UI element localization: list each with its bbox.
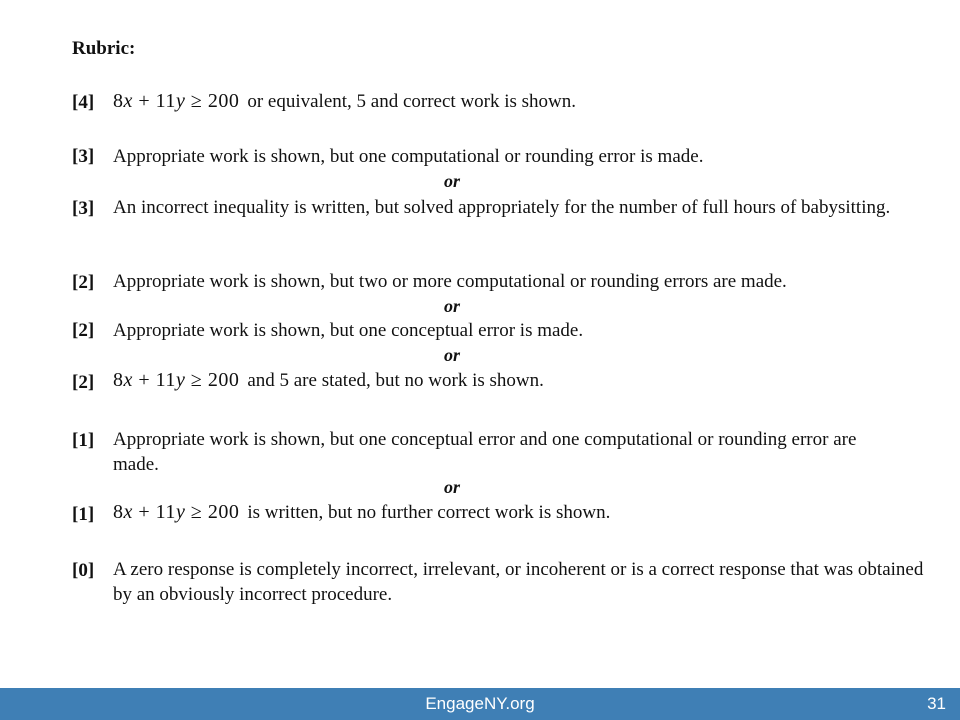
score-label: [4] xyxy=(72,92,95,113)
inequality xyxy=(113,501,239,523)
rubric-title: Rubric: xyxy=(72,38,136,59)
or-separator: or xyxy=(444,345,461,365)
inequality-coef-b: 11 xyxy=(155,369,176,391)
inequality-plus: + xyxy=(132,369,156,391)
entry-text: Appropriate work is shown, but one conceptual error is made. xyxy=(113,320,584,341)
inequality-coef-a: 8 xyxy=(113,501,124,523)
inequality-coef-a: 8 xyxy=(113,90,124,112)
inequality-var-x: x xyxy=(123,90,133,112)
inequality-constant: 200 xyxy=(207,369,240,391)
score-label: [2] xyxy=(72,320,95,341)
inequality-plus: + xyxy=(132,90,156,112)
inequality-plus: + xyxy=(132,501,156,523)
entry-text: and 5 are stated, but no work is shown. xyxy=(247,370,544,391)
entry-text: An incorrect inequality is written, but solved appropriately for the number of full hours of babysitting. xyxy=(113,197,891,218)
inequality-constant: 200 xyxy=(207,90,240,112)
inequality-relation: ≥ xyxy=(185,369,208,391)
score-label: [2] xyxy=(72,272,95,293)
entry-text: Appropriate work is shown, but one computational or rounding error is made. xyxy=(113,146,704,167)
inequality-var-y: y xyxy=(175,369,186,391)
rubric-entry xyxy=(113,500,610,525)
inequality-var-x: x xyxy=(123,369,133,391)
inequality-coef-b: 11 xyxy=(155,90,176,112)
score-label: [3] xyxy=(72,146,95,167)
rubric-entry xyxy=(113,89,576,114)
inequality xyxy=(113,369,239,391)
score-label: [1] xyxy=(72,504,95,525)
or-separator: or xyxy=(444,296,461,316)
entry-text: Appropriate work is shown, but two or more computational or rounding errors are made. xyxy=(113,271,787,292)
entry-text: or equivalent, 5 and correct work is shown. xyxy=(247,91,577,112)
inequality-constant: 200 xyxy=(207,501,240,523)
entry-text: is written, but no further correct work is shown. xyxy=(247,502,611,523)
score-label: [1] xyxy=(72,430,95,451)
inequality-coef-a: 8 xyxy=(113,369,124,391)
entry-text: Appropriate work is shown, but one conceptual error and one computational or rounding error are made. xyxy=(113,429,857,475)
footer-site-label: EngageNY.org xyxy=(425,694,535,713)
entry-text: A zero response is completely incorrect, irrelevant, or incoherent or is a correct response that was obtained by an obviously incorrect procedure. xyxy=(113,559,924,605)
inequality xyxy=(113,90,239,112)
score-label: [3] xyxy=(72,198,95,219)
inequality-var-x: x xyxy=(123,501,133,523)
footer-bar xyxy=(0,688,960,720)
page-number: 31 xyxy=(927,694,946,713)
inequality-coef-b: 11 xyxy=(155,501,176,523)
or-separator: or xyxy=(444,477,461,497)
score-label: [0] xyxy=(72,560,95,581)
inequality-relation: ≥ xyxy=(185,501,208,523)
inequality-var-y: y xyxy=(175,501,186,523)
inequality-var-y: y xyxy=(175,90,186,112)
inequality-relation: ≥ xyxy=(185,90,208,112)
or-separator: or xyxy=(444,171,461,191)
score-label: [2] xyxy=(72,372,95,393)
rubric-entry xyxy=(113,368,544,393)
